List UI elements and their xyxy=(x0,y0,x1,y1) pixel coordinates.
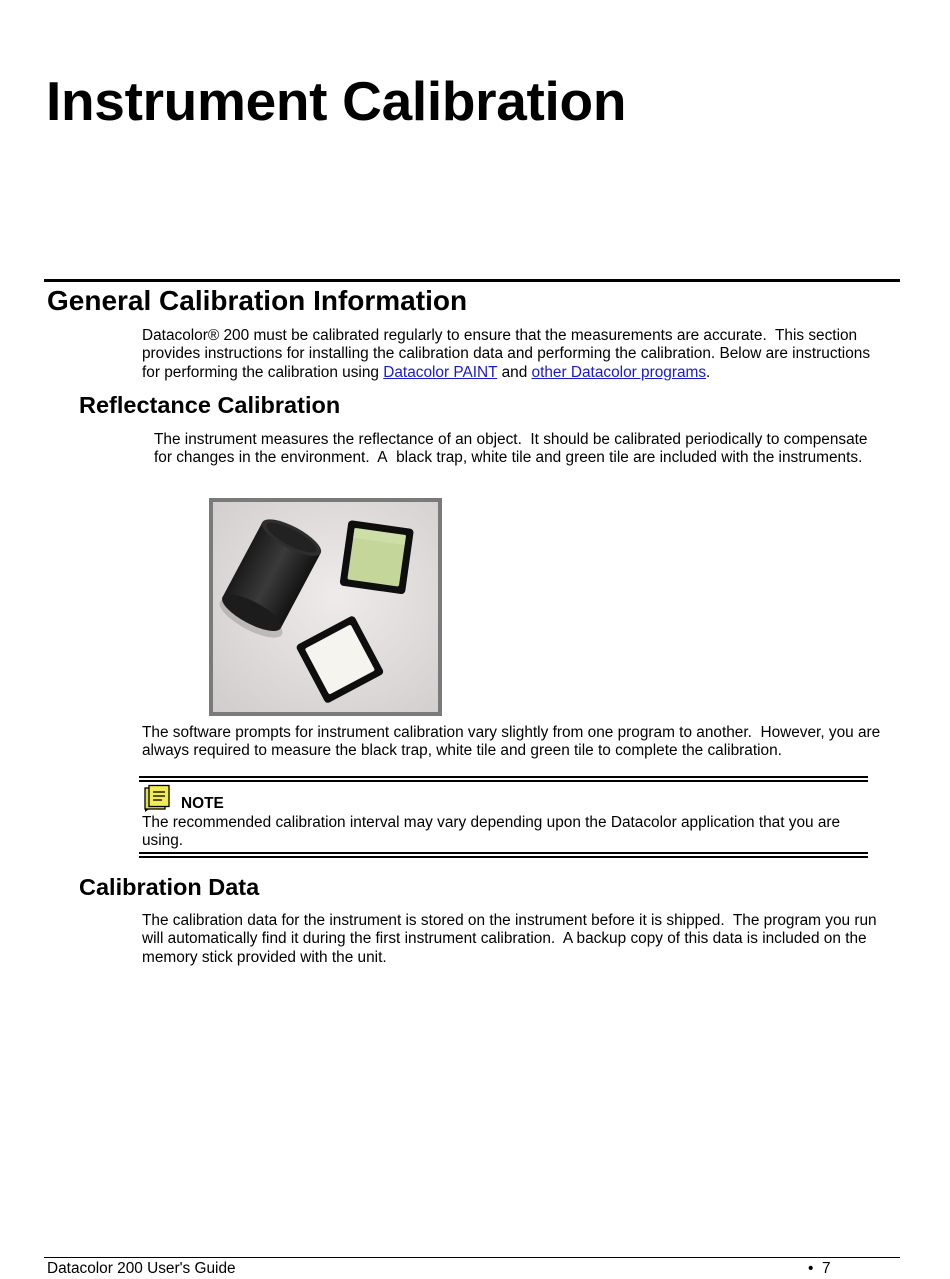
intro-and-text: and xyxy=(497,363,532,381)
intro-end-text: . xyxy=(706,363,711,381)
chapter-title: Instrument Calibration xyxy=(46,70,627,132)
intro-text: Datacolor® 200 must be calibrated regularly to ensure that the measurements are accurate. This section provides instructions for installing the calibration data and performing the calibration. Below are instructions for performing the calibration using xyxy=(142,327,871,381)
note-label: NOTE xyxy=(181,795,224,812)
section-heading: General Calibration Information xyxy=(47,285,468,316)
section-divider xyxy=(44,279,900,282)
footer-rule xyxy=(44,1257,900,1258)
note-icon xyxy=(143,784,172,813)
note-text: The recommended calibration interval may vary depending upon the Datacolor application that you are using. xyxy=(142,814,841,850)
other-programs-link[interactable]: other Datacolor programs xyxy=(531,363,707,381)
calibration-kit-photo xyxy=(209,498,442,716)
note-bottom-rule xyxy=(139,852,868,854)
intro-paragraph xyxy=(142,327,882,382)
software-prompts-paragraph: The software prompts for instrument calibration vary slightly from one program to another. However, you are always required to measure the black trap, white tile and green tile to complete the calibration. xyxy=(142,724,881,760)
green-tile xyxy=(339,520,414,595)
note-bottom-rule-thick xyxy=(139,856,868,858)
calibration-data-heading: Calibration Data xyxy=(79,874,260,900)
page-number: • 7 xyxy=(808,1260,831,1277)
reflectance-heading: Reflectance Calibration xyxy=(79,392,341,418)
reflectance-paragraph: The instrument measures the reflectance of an object. It should be calibrated periodically to compensate for changes in the environment. A black trap, white tile and green tile are included with the instruments. xyxy=(154,431,868,467)
footer-title: Datacolor 200 User's Guide xyxy=(47,1260,236,1277)
calibration-kit-illustration xyxy=(213,502,438,712)
note-top-rule-thick xyxy=(139,780,868,782)
datacolor-paint-link[interactable]: Datacolor PAINT xyxy=(383,363,498,381)
calibration-data-paragraph: The calibration data for the instrument is stored on the instrument before it is shipped. The program you run will automatically find it during the first instrument calibration. A backup copy of this data is included on the memory stick provided with the unit. xyxy=(142,912,877,966)
note-top-rule xyxy=(139,776,868,778)
